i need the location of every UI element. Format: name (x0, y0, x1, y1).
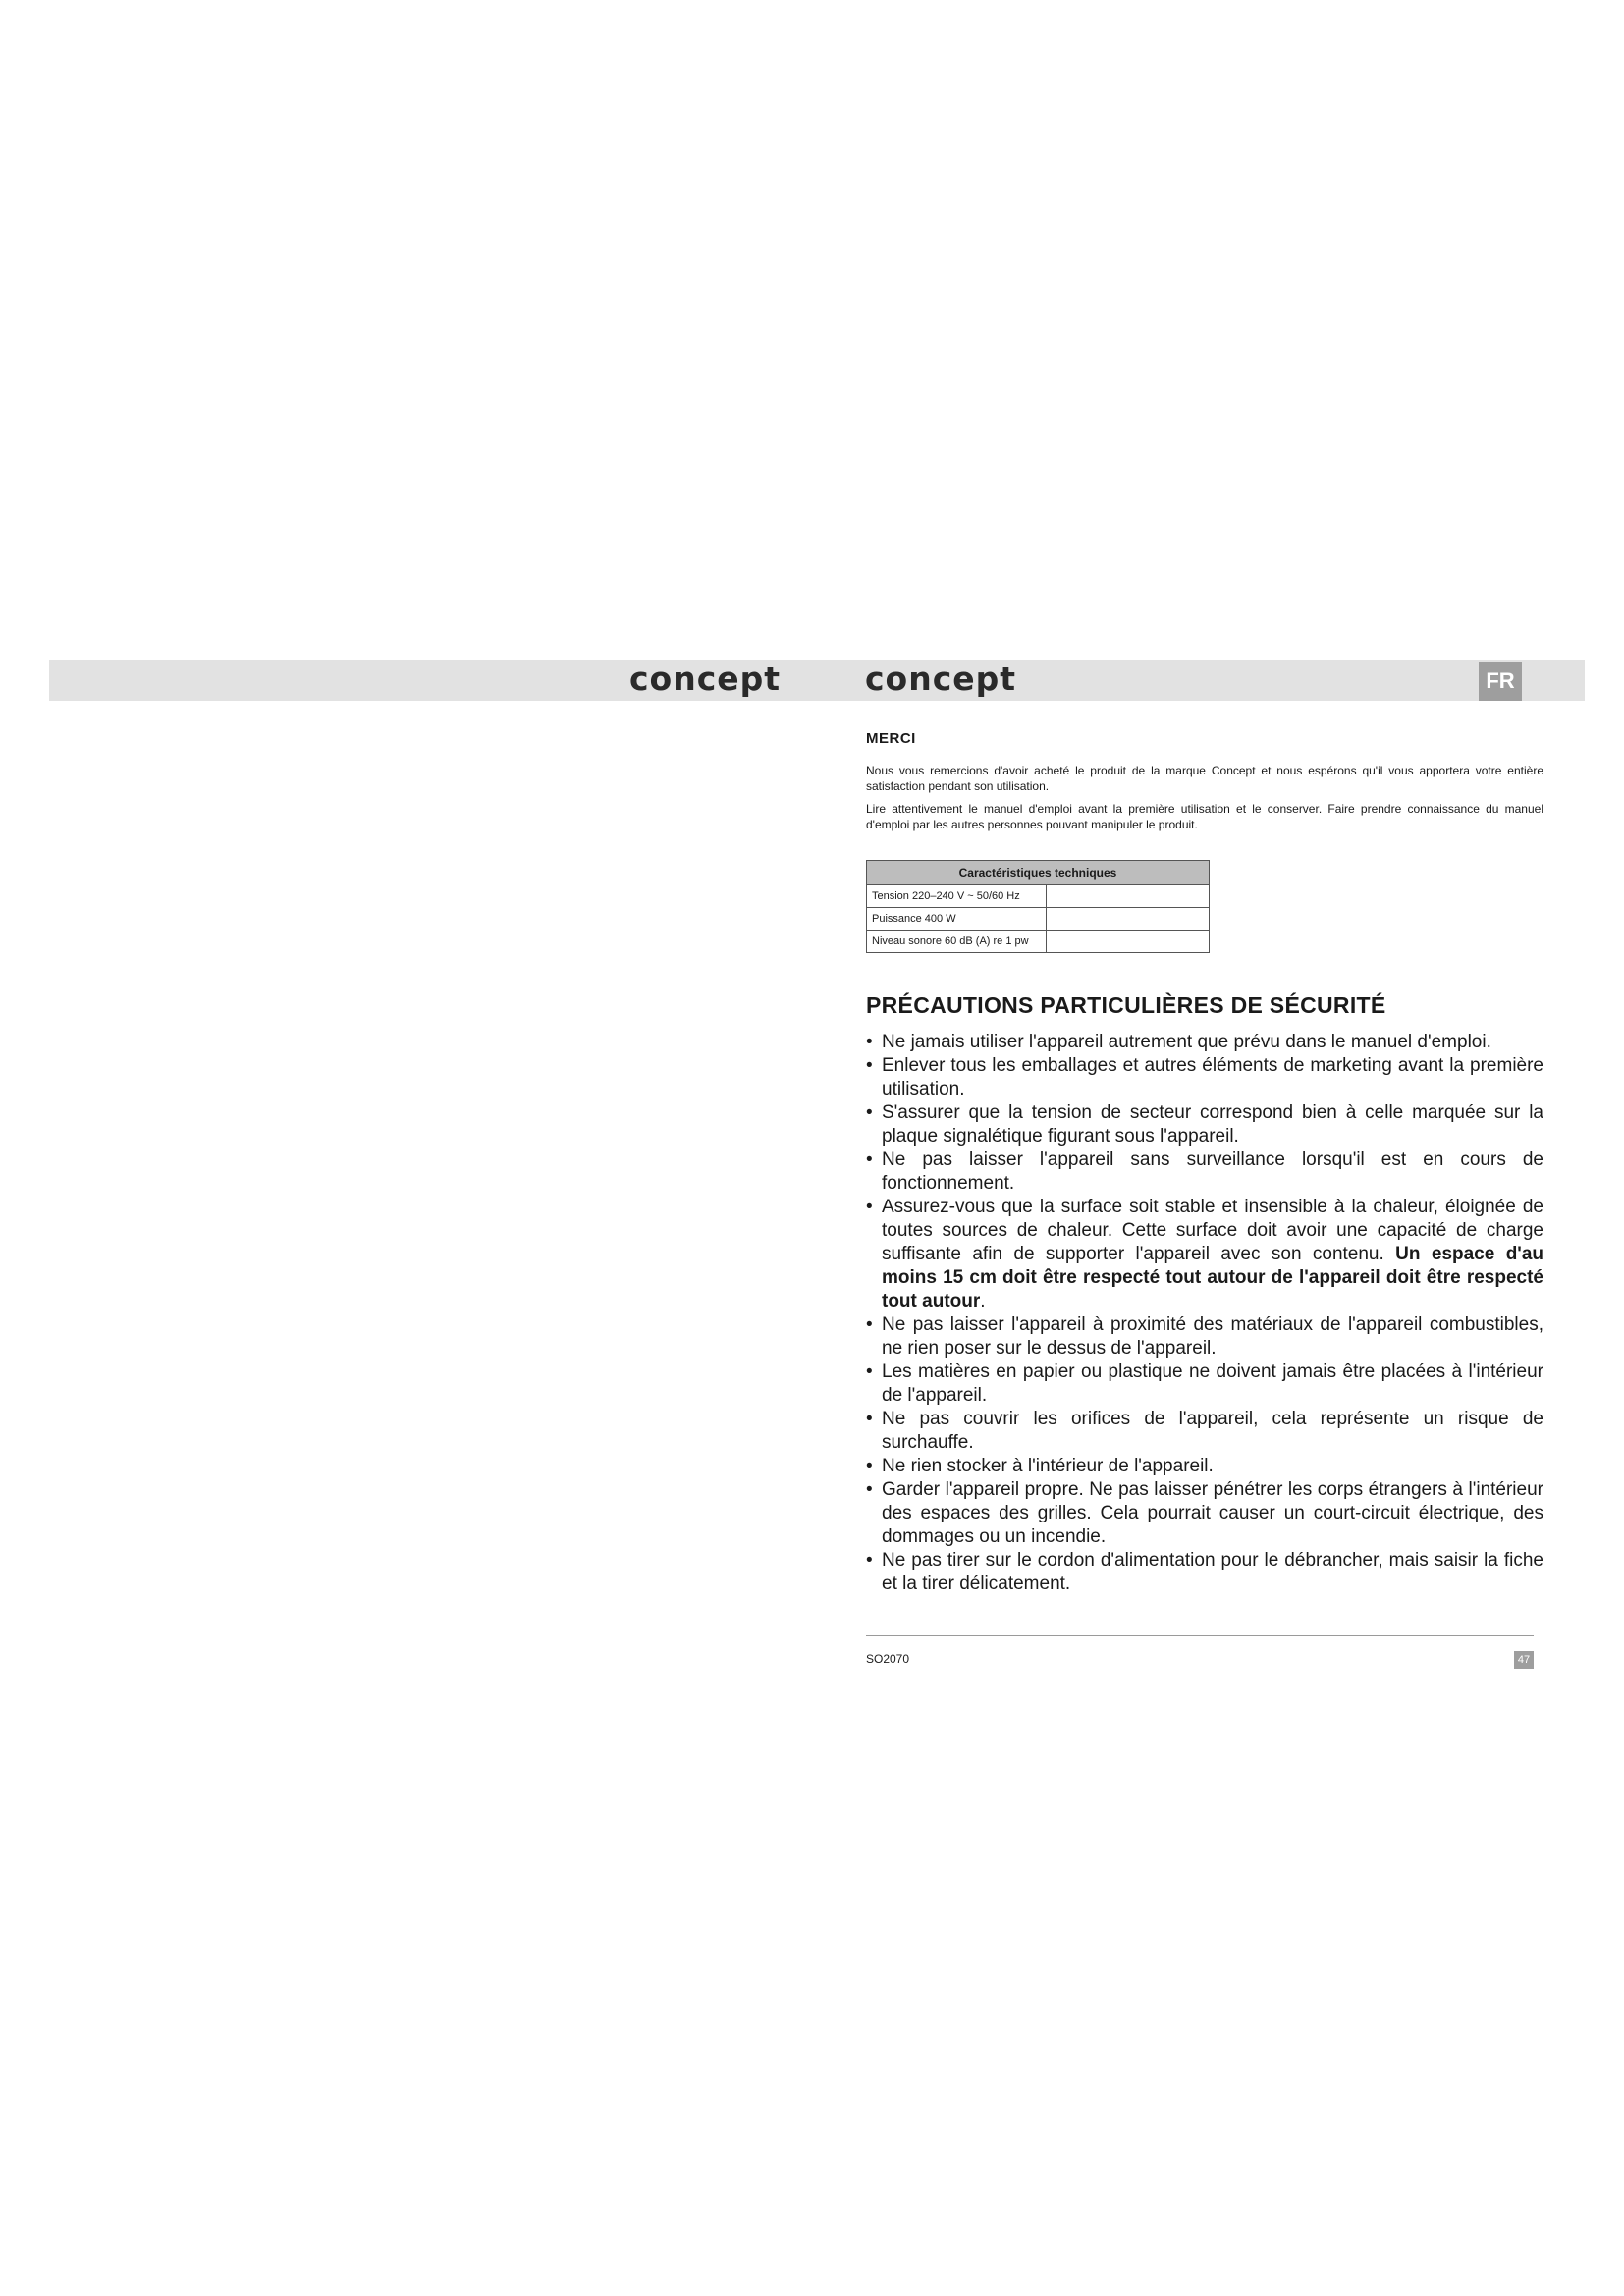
surface-end: . (980, 1291, 986, 1311)
safety-item-surface (866, 1196, 1543, 1313)
table-row (867, 908, 1210, 931)
surface-text: Assurez-vous que la surface soit stable et insensible à la chaleur, éloignée de toutes sources de chaleur. Cette surface doit avoir une capacité de charge suffisante afin de supporter l'appareil avec son contenu. (882, 1197, 1543, 1264)
safety-item: • Enlever tous les emballages et autres éléments de marketing avant la première utilisation. (866, 1054, 1543, 1101)
spec-empty-cell (1047, 931, 1210, 953)
safety-item: • Ne pas laisser l'appareil à proximité des matériaux de l'appareil combustibles, ne rien poser sur le dessus de l'appareil. (866, 1313, 1543, 1361)
safety-item: • Garder l'appareil propre. Ne pas laisser pénétrer les corps étrangers à l'intérieur des espaces des grilles. Cela pourrait causer un court-circuit électrique, des dommages ou un incendie. (866, 1478, 1543, 1549)
table-row (867, 931, 1210, 953)
safety-item: • Ne pas tirer sur le cordon d'alimentation pour le débrancher, mais saisir la fiche et la tirer délicatement. (866, 1549, 1543, 1596)
header-bar (49, 660, 1585, 701)
safety-list (866, 1031, 1543, 1596)
page-number: 47 (1514, 1651, 1534, 1669)
thanks-paragraph-1: Nous vous remercions d'avoir acheté le produit de la marque Concept et nous espérons qu'il vous apportera votre entière satisfaction pendant son utilisation. (866, 764, 1543, 793)
page-content (866, 730, 1543, 1596)
safety-item: • Les matières en papier ou plastique ne doivent jamais être placées à l'intérieur de l'appareil. (866, 1361, 1543, 1408)
thanks-title: MERCI (866, 730, 916, 747)
brand-logo-right: concept (865, 660, 1017, 698)
safety-item: • S'assurer que la tension de secteur correspond bien à celle marquée sur la plaque signalétique figurant sous l'appareil. (866, 1101, 1543, 1148)
safety-item: • Ne jamais utiliser l'appareil autrement que prévu dans le manuel d'emploi. (866, 1031, 1543, 1054)
spec-voltage: Tension 220–240 V ~ 50/60 Hz (867, 885, 1047, 908)
safety-item: • Ne pas couvrir les orifices de l'appareil, cela représente un risque de surchauffe. (866, 1408, 1543, 1455)
safety-item: • Ne rien stocker à l'intérieur de l'appareil. (866, 1455, 1543, 1478)
footer-divider (866, 1635, 1534, 1636)
specs-table (866, 860, 1210, 953)
thanks-paragraph-2: Lire attentivement le manuel d'emploi avant la première utilisation et le conserver. Faire prendre connaissance du manuel d'emploi par les autres personnes pouvant manipuler le produit. (866, 802, 1543, 831)
table-row (867, 885, 1210, 908)
safety-title: PRÉCAUTIONS PARTICULIÈRES DE SÉCURITÉ (866, 992, 1386, 1018)
model-code: SO2070 (866, 1652, 910, 1666)
brand-logo-left: concept (629, 660, 782, 698)
safety-item: • Ne pas laisser l'appareil sans surveillance lorsqu'il est en cours de fonctionnement. (866, 1148, 1543, 1196)
spec-noise: Niveau sonore 60 dB (A) re 1 pw (867, 931, 1047, 953)
spec-empty-cell (1047, 908, 1210, 931)
language-badge: FR (1479, 662, 1522, 701)
spec-power: Puissance 400 W (867, 908, 1047, 931)
spec-empty-cell (1047, 885, 1210, 908)
surface-bold-text: Un espace d'au moins 15 cm doit être respecté tout autour de l'appareil doit être respecté tout autour (882, 1244, 1543, 1311)
specs-table-header: Caractéristiques techniques (867, 861, 1210, 885)
